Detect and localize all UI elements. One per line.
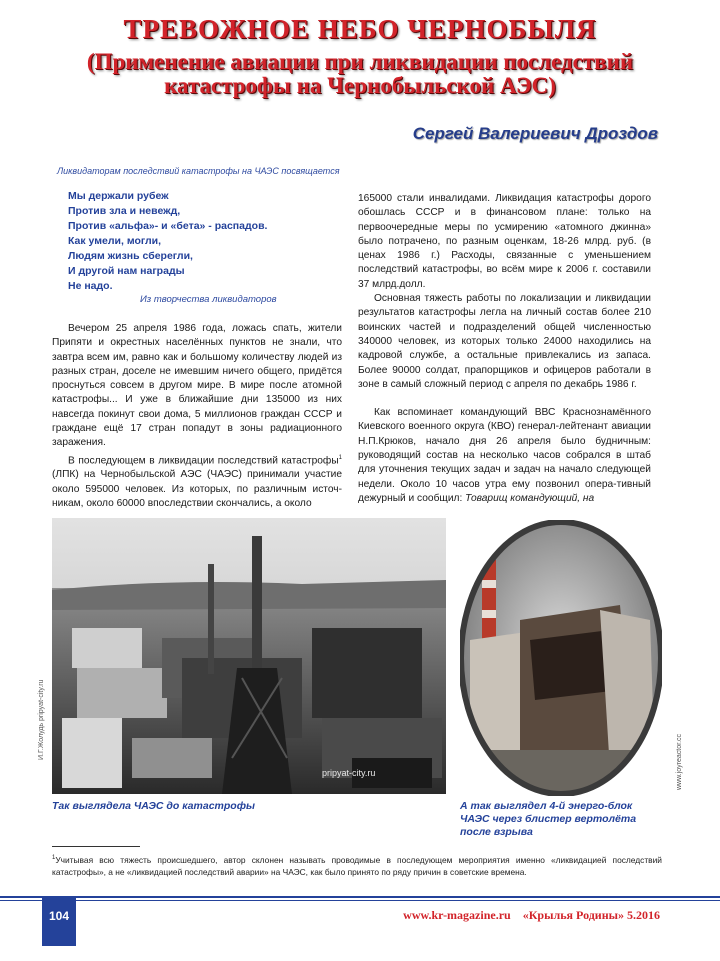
poem-line: Людям жизнь сберегли, xyxy=(68,250,193,262)
paragraph xyxy=(52,451,342,512)
poem-line: И другой нам награды xyxy=(68,265,185,277)
footnote-divider xyxy=(52,846,140,847)
plant-before-illustration xyxy=(52,518,446,794)
reactor-after-photo xyxy=(460,520,662,796)
paragraph-text: В последующем в ликвидации последствий катастрофы xyxy=(68,455,339,467)
footer-rule xyxy=(0,896,720,898)
photo-credit-left: И.Г.Жолудь pripyat-city.ru xyxy=(38,679,45,760)
dedication: Ликвидаторам последствий катастрофы на ЧАЭС посвящается xyxy=(57,166,340,176)
site-link[interactable]: www.kr-magazine.ru xyxy=(403,908,511,922)
photo-caption-right: А так выглядел 4-й энерго-блок ЧАЭС через блистер вертолёта после взрыва xyxy=(460,800,637,838)
page-subtitle: (Применение авиации при ликвидации последствий катастрофы на Чернобыльской АЭС) xyxy=(86,49,634,98)
poem-line: Мы держали рубеж xyxy=(68,190,169,202)
paragraph-text: Как вспоминает командующий ВВС Краснознамённого Киевского военного округа (КВО) генерал-лейтенант авиации Н.П.Крюков, начало дня 26 апреля было будничным: руководящий состав на несколько часов собрался в штаб для уточнения текущих задач и задач на начало следующей недели. Около 10 часов утра ему позвонил опера-тивный дежурный и сообщил: xyxy=(358,407,651,504)
reactor-after-illustration xyxy=(460,520,662,796)
poem-line: Как умели, могли, xyxy=(68,235,162,247)
footnote-mark: 1 xyxy=(52,855,56,861)
footnote-ref[interactable]: 1 xyxy=(338,454,342,461)
paragraph: Вечером 25 апреля 1986 года, ложась спать, жители Припяти и окрестных населённых пунктов не знали, что завтра всем им, равно как и большому количеству людей из разных стран, доселе не имевшим ничего общего, придётся проснуться совсем в другом мире. В мире после атомной катастрофы... И уже в ближайшие дни 135000 из них навсегда покинут свои дома, 5 миллионов граждан СССР и граждане ещё 17 стран попадут в зоны радиационного заражения. xyxy=(52,323,342,449)
paragraph-text: (ЛПК) на Чернобыльской АЭС (ЧАЭС) принимали участие около 595000 человек. Из которых, по различным источ-никам, около 60000 впоследствии скончались, а около xyxy=(52,469,342,509)
footnote-text: Учитывая всю тяжесть происшедшего, автор склонен называть проводимые в последующем мероприятия именно «ликвидацией последствий катастрофы», а не «ликвидацией последствий аварии» на ЧАЭС, как было принято по ряду причин в советские времена. xyxy=(52,854,662,877)
footer-info xyxy=(403,908,660,923)
footnote xyxy=(52,852,662,878)
poem-line: Против «альфа»- и «бета» - распадов. xyxy=(68,220,268,232)
photo-caption-left: Так выглядела ЧАЭС до катастрофы xyxy=(52,800,255,812)
author-name: Сергей Валериевич Дроздов xyxy=(412,124,658,143)
paragraph: 165000 стали инвалидами. Ликвидация катастрофы дорого обошлась СССР и в финансовом плане: только на первоочередные меры по усмирению «атомного джинна» было потрачено, по разным оценкам, 18-26 млрд. руб. (в ценах 1986 г.) Расходы, связанные с уменьшением последствий катастрофы, во всём мире к 2006 г. составили 37 млрд.долл. xyxy=(358,193,651,290)
article-column-left xyxy=(52,322,342,511)
paragraph-italic: Товарищ командующий, на xyxy=(465,492,595,504)
poem-line: Против зла и невежд, xyxy=(68,205,181,217)
page-number: 104 xyxy=(42,896,76,946)
page-title: ТРЕВОЖНОЕ НЕБО ЧЕРНОБЫЛЯ xyxy=(123,14,597,44)
plant-before-photo xyxy=(52,518,446,794)
watermark: pripyat-city.ru xyxy=(322,768,376,778)
poem-source: Из творчества ликвидаторов xyxy=(140,294,277,305)
paragraph: Основная тяжесть работы по локализации и ликвидации результатов катастрофы легла на личный состав более 210 воинских частей и подразделений общей численностью 340000 человек, из которых только 24000 находились на кадровой службе, а остальные привлекались из запаса. Более 90000 солдат, прапорщиков и офицеров работали в зоне в самый сложный период с апреля по декабрь 1986 г. xyxy=(358,293,651,390)
paragraph xyxy=(358,406,651,506)
poem-line: Не надо. xyxy=(68,280,113,292)
article-column-right xyxy=(358,192,651,506)
photo-credit-right: www.joyreactor.cc xyxy=(676,733,683,790)
footer-rule-thin xyxy=(0,900,720,901)
epigraph-poem xyxy=(68,189,328,294)
magazine-issue: «Крылья Родины» 5.2016 xyxy=(522,908,660,922)
